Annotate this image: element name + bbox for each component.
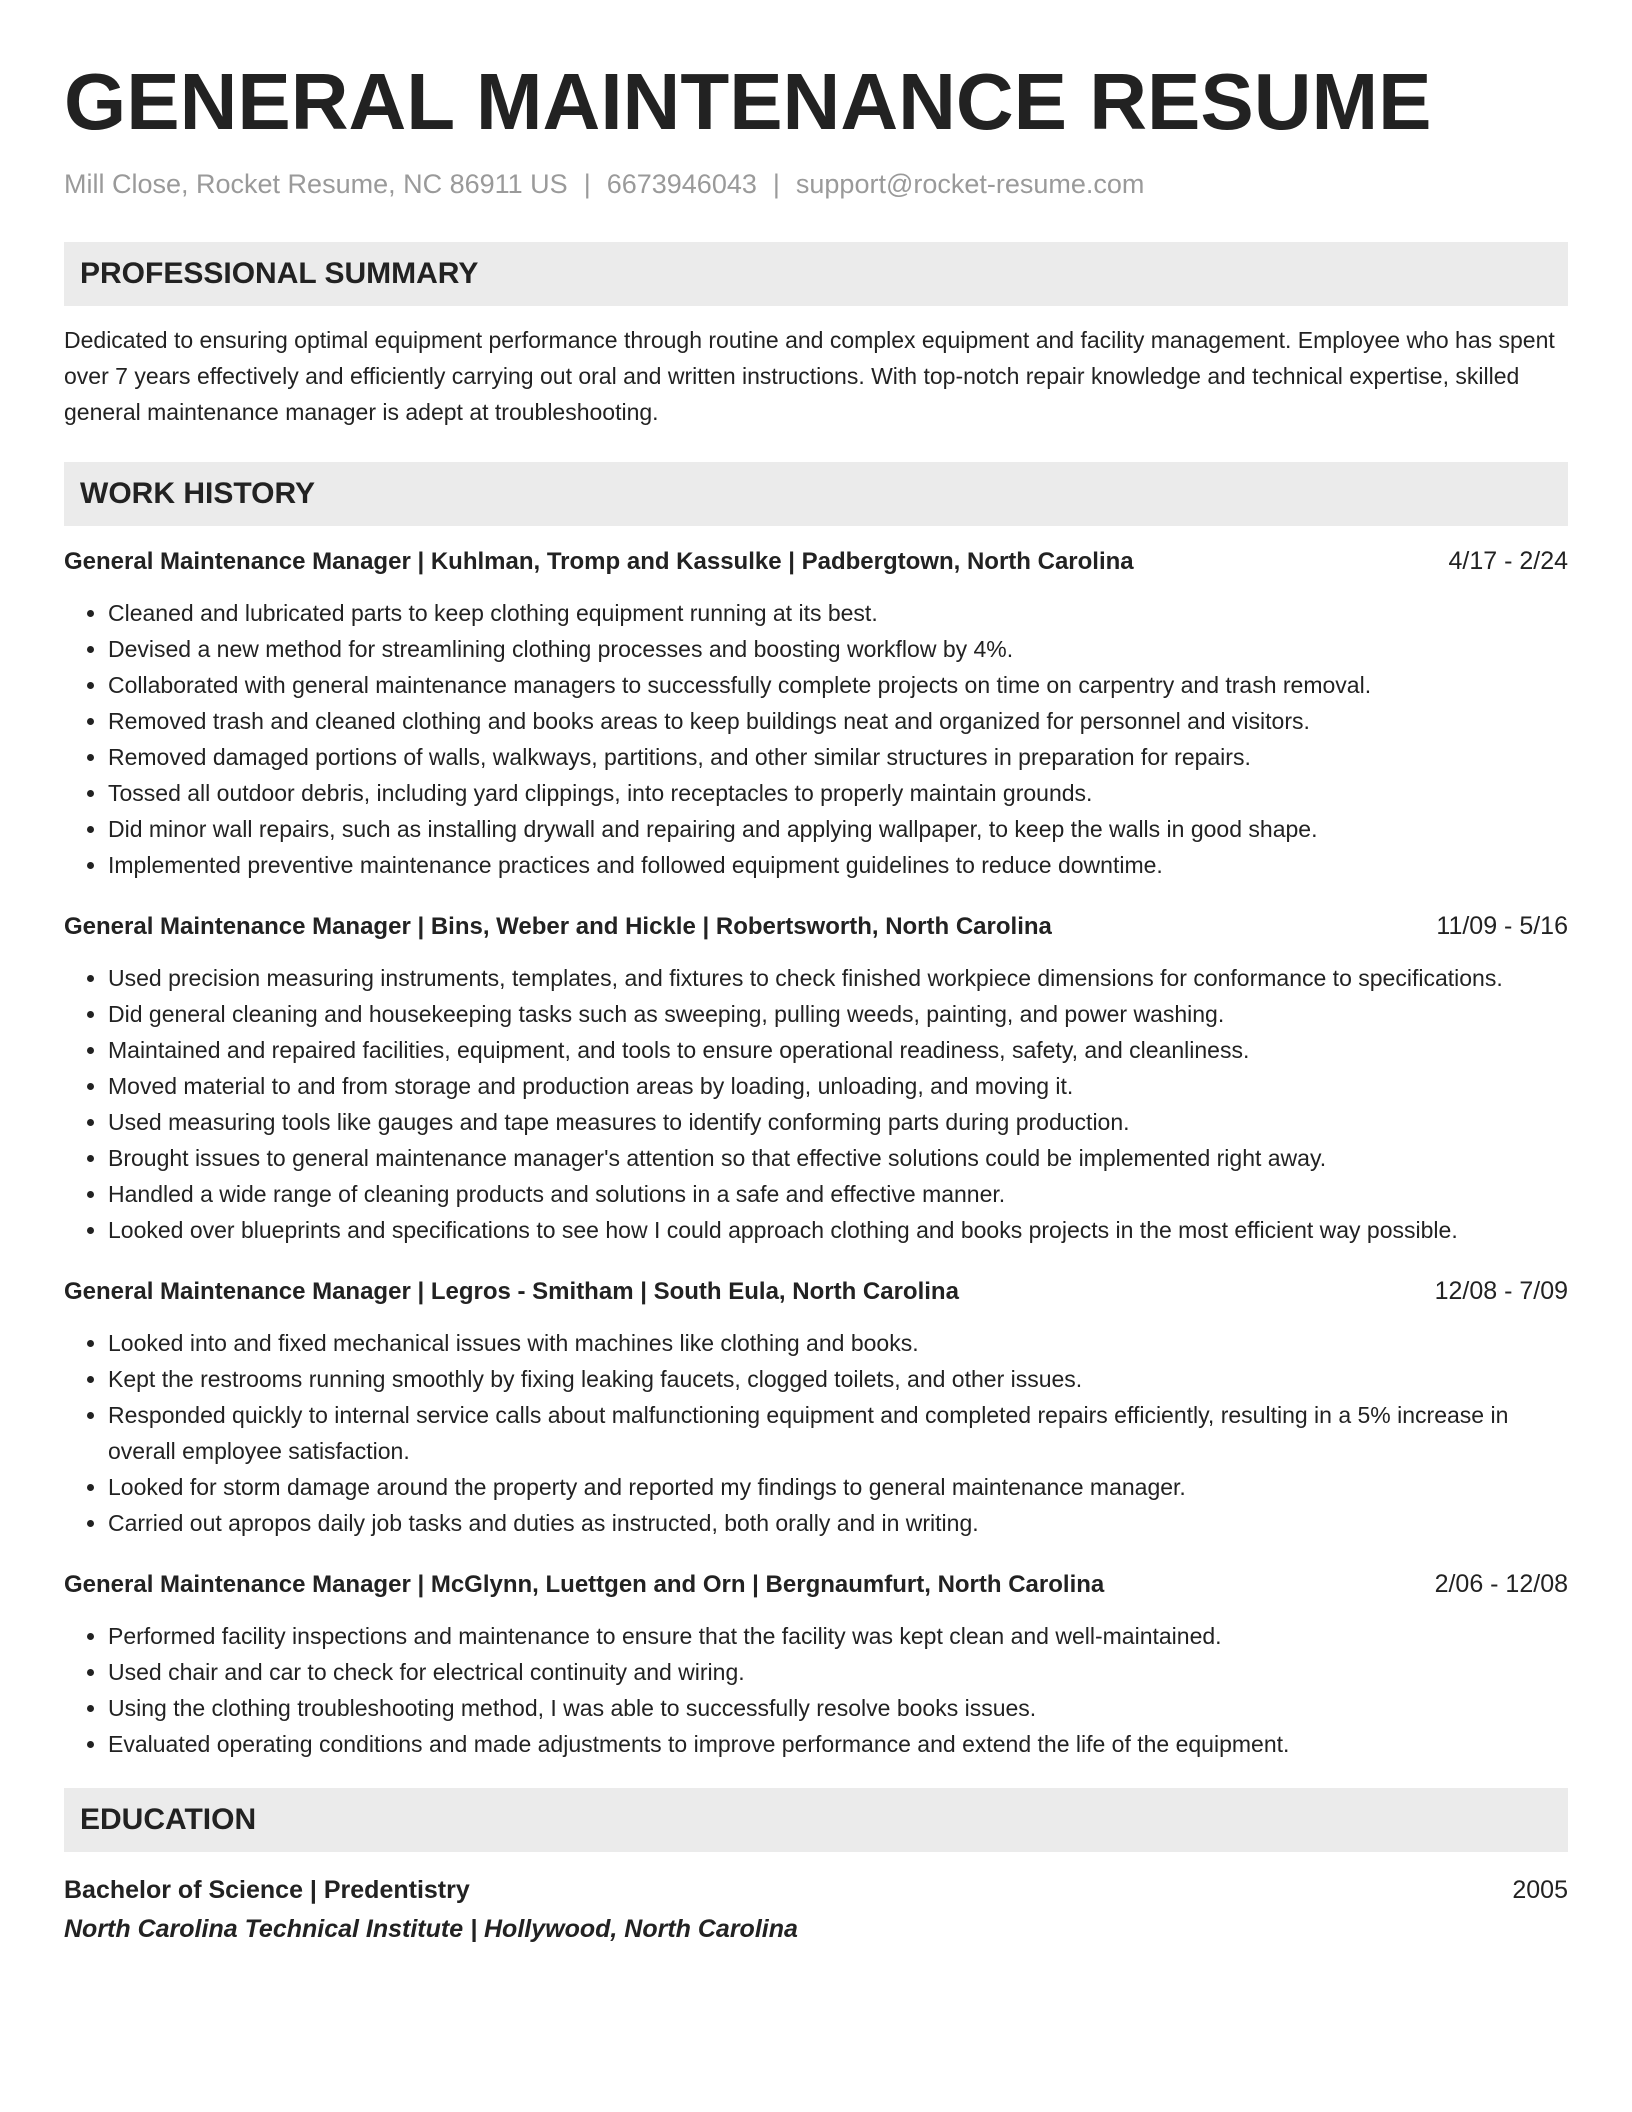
job-header bbox=[64, 544, 1568, 579]
job-bullet: • Moved material to and from storage and production areas by loading, unloading, and moving it. bbox=[108, 1068, 1568, 1104]
summary-text: Dedicated to ensuring optimal equipment performance through routine and complex equipment and facility management. Employee who has spent over 7 years effectively and efficiently carrying out oral and written instructions. With top-notch repair knowledge and technical expertise, skilled general maintenance manager is adept at troubleshooting. bbox=[64, 327, 1555, 425]
job-bullet: • Evaluated operating conditions and made adjustments to improve performance and extend the life of the equipment. bbox=[108, 1726, 1568, 1762]
education-header bbox=[64, 1870, 1568, 1910]
job-bullet: • Brought issues to general maintenance manager's attention so that effective solutions could be implemented right away. bbox=[108, 1140, 1568, 1176]
job-header bbox=[64, 1274, 1568, 1309]
job-bullets bbox=[64, 1618, 1568, 1762]
education-school: North Carolina Technical Institute | Hollywood, North Carolina bbox=[64, 1915, 798, 1943]
job-bullet: • Cleaned and lubricated parts to keep clothing equipment running at its best. bbox=[108, 595, 1568, 631]
section-header-education: EDUCATION bbox=[64, 1788, 1568, 1852]
job-bullet: • Using the clothing troubleshooting method, I was able to successfully resolve books issues. bbox=[108, 1690, 1568, 1726]
job-bullet: • Used precision measuring instruments, templates, and fixtures to check finished workpiece dimensions for conformance to specifications. bbox=[108, 960, 1568, 996]
job-bullet: • Implemented preventive maintenance practices and followed equipment guidelines to reduce downtime. bbox=[108, 847, 1568, 883]
job-bullets bbox=[64, 1325, 1568, 1541]
job-bullet: • Performed facility inspections and maintenance to ensure that the facility was kept clean and well-maintained. bbox=[108, 1618, 1568, 1654]
job-title: General Maintenance Manager | Bins, Weber and Hickle | Robertsworth, North Carolina bbox=[64, 913, 1052, 940]
education-degree: Bachelor of Science | Predentistry bbox=[64, 1876, 470, 1904]
job-title: General Maintenance Manager | Kuhlman, Tromp and Kassulke | Padbergtown, North Carolina bbox=[64, 548, 1134, 575]
job-bullet: • Tossed all outdoor debris, including yard clippings, into receptacles to properly maintain grounds. bbox=[108, 775, 1568, 811]
job-bullet: • Used measuring tools like gauges and tape measures to identify conforming parts during production. bbox=[108, 1104, 1568, 1140]
job-dates: 2/06 - 12/08 bbox=[1434, 1570, 1568, 1598]
job-entry bbox=[64, 1274, 1568, 1541]
job-entry bbox=[64, 544, 1568, 883]
job-dates: 11/09 - 5/16 bbox=[1436, 912, 1568, 940]
contact-email: support@rocket-resume.com bbox=[795, 169, 1145, 199]
job-bullet: • Devised a new method for streamlining clothing processes and boosting workflow by 4%. bbox=[108, 631, 1568, 667]
contact-phone: 6673946043 bbox=[606, 169, 757, 199]
contact-separator: | bbox=[772, 169, 780, 199]
job-bullet: • Kept the restrooms running smoothly by fixing leaking faucets, clogged toilets, and other issues. bbox=[108, 1361, 1568, 1397]
education-entry bbox=[64, 1870, 1568, 1948]
education-year: 2005 bbox=[1512, 1876, 1568, 1904]
job-bullet: • Carried out apropos daily job tasks and duties as instructed, both orally and in writing. bbox=[108, 1505, 1568, 1541]
job-bullet: • Collaborated with general maintenance managers to successfully complete projects on time on carpentry and trash removal. bbox=[108, 667, 1568, 703]
job-entry bbox=[64, 1567, 1568, 1762]
contact-line bbox=[64, 166, 1568, 202]
job-bullet: • Maintained and repaired facilities, equipment, and tools to ensure operational readiness, safety, and cleanliness. bbox=[108, 1032, 1568, 1068]
contact-address: Mill Close, Rocket Resume, NC 86911 US bbox=[64, 169, 568, 199]
job-dates: 12/08 - 7/09 bbox=[1434, 1277, 1568, 1305]
job-bullet: • Responded quickly to internal service calls about malfunctioning equipment and completed repairs efficiently, resulting in a 5% increase in overall employee satisfaction. bbox=[108, 1397, 1568, 1469]
job-bullet: • Looked over blueprints and specifications to see how I could approach clothing and books projects in the most efficient way possible. bbox=[108, 1212, 1568, 1248]
job-bullets bbox=[64, 595, 1568, 883]
job-bullet: • Did general cleaning and housekeeping tasks such as sweeping, pulling weeds, painting, and power washing. bbox=[108, 996, 1568, 1032]
job-title: General Maintenance Manager | McGlynn, Luettgen and Orn | Bergnaumfurt, North Carolina bbox=[64, 1571, 1105, 1598]
job-entry bbox=[64, 909, 1568, 1248]
section-header-summary: PROFESSIONAL SUMMARY bbox=[64, 242, 1568, 306]
job-bullet: • Removed damaged portions of walls, walkways, partitions, and other similar structures in preparation for repairs. bbox=[108, 739, 1568, 775]
job-bullet: • Removed trash and cleaned clothing and books areas to keep buildings neat and organized for personnel and visitors. bbox=[108, 703, 1568, 739]
contact-separator: | bbox=[583, 169, 591, 199]
job-dates: 4/17 - 2/24 bbox=[1448, 547, 1568, 575]
job-bullet: • Handled a wide range of cleaning products and solutions in a safe and effective manner. bbox=[108, 1176, 1568, 1212]
job-bullets bbox=[64, 960, 1568, 1248]
job-bullet: • Looked into and fixed mechanical issues with machines like clothing and books. bbox=[108, 1325, 1568, 1361]
job-bullet: • Looked for storm damage around the property and reported my findings to general maintenance manager. bbox=[108, 1469, 1568, 1505]
job-header bbox=[64, 909, 1568, 944]
job-bullet: • Used chair and car to check for electrical continuity and wiring. bbox=[108, 1654, 1568, 1690]
section-header-work-history: WORK HISTORY bbox=[64, 462, 1568, 526]
resume-title: GENERAL MAINTENANCE RESUME bbox=[64, 57, 1432, 146]
job-title: General Maintenance Manager | Legros - Smitham | South Eula, North Carolina bbox=[64, 1278, 959, 1305]
job-header bbox=[64, 1567, 1568, 1602]
job-bullet: • Did minor wall repairs, such as installing drywall and repairing and applying wallpaper, to keep the walls in good shape. bbox=[108, 811, 1568, 847]
